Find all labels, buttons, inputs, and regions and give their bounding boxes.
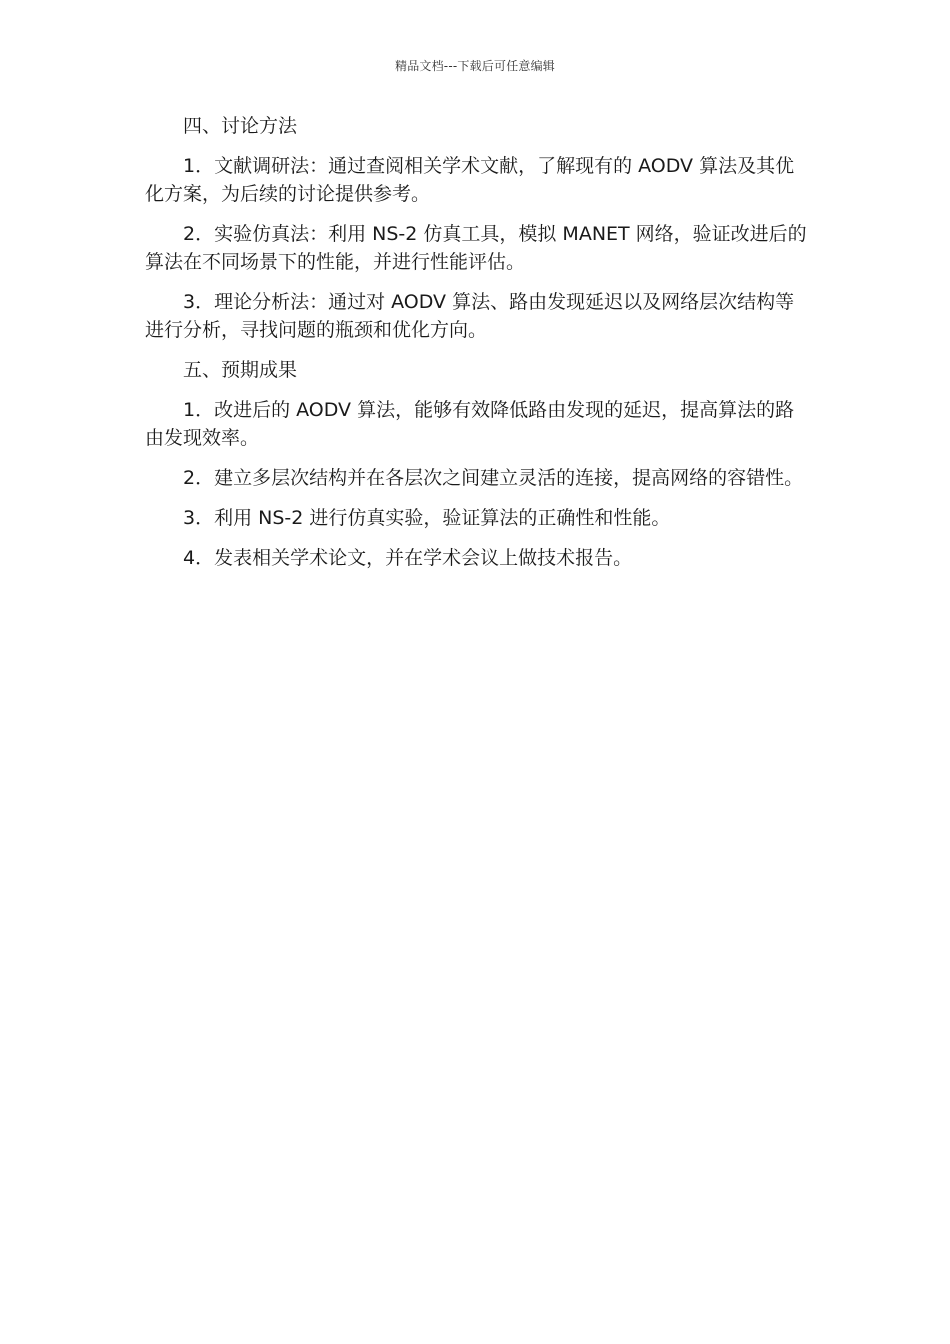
- paragraph-publish-papers: 4．发表相关学术论文，并在学术会议上做技术报告。: [183, 547, 633, 569]
- section-heading-discussion-methods: 四、讨论方法: [183, 115, 298, 137]
- paragraph-improved-aodv: 1．改进后的 AODV 算法，能够有效降低路由发现的延迟，提高算法的路由发现效率。: [145, 399, 795, 449]
- paragraph-theoretical-analysis: 3．理论分析法：通过对 AODV 算法、路由发现延迟以及网络层次结构等进行分析，寻找问题的瓶颈和优化方向。: [145, 291, 795, 341]
- section-heading-expected-results: 五、预期成果: [183, 359, 298, 381]
- paragraph-multilevel-structure: 2．建立多层次结构并在各层次之间建立灵活的连接，提高网络的容错性。: [183, 467, 804, 489]
- paragraph-ns2-simulation: 3．利用 NS-2 进行仿真实验，验证算法的正确性和性能。: [183, 507, 671, 529]
- page-header-watermark: 精品文档---下载后可任意编辑: [395, 59, 555, 73]
- paragraph-literature-research: 1．文献调研法：通过查阅相关学术文献，了解现有的 AODV 算法及其优化方案，为后续的讨论提供参考。: [145, 155, 795, 205]
- paragraph-simulation-experiment: 2．实验仿真法：利用 NS-2 仿真工具，模拟 MANET 网络，验证改进后的算法在不同场景下的性能，并进行性能评估。: [145, 223, 807, 273]
- document-body: [145, 112, 807, 584]
